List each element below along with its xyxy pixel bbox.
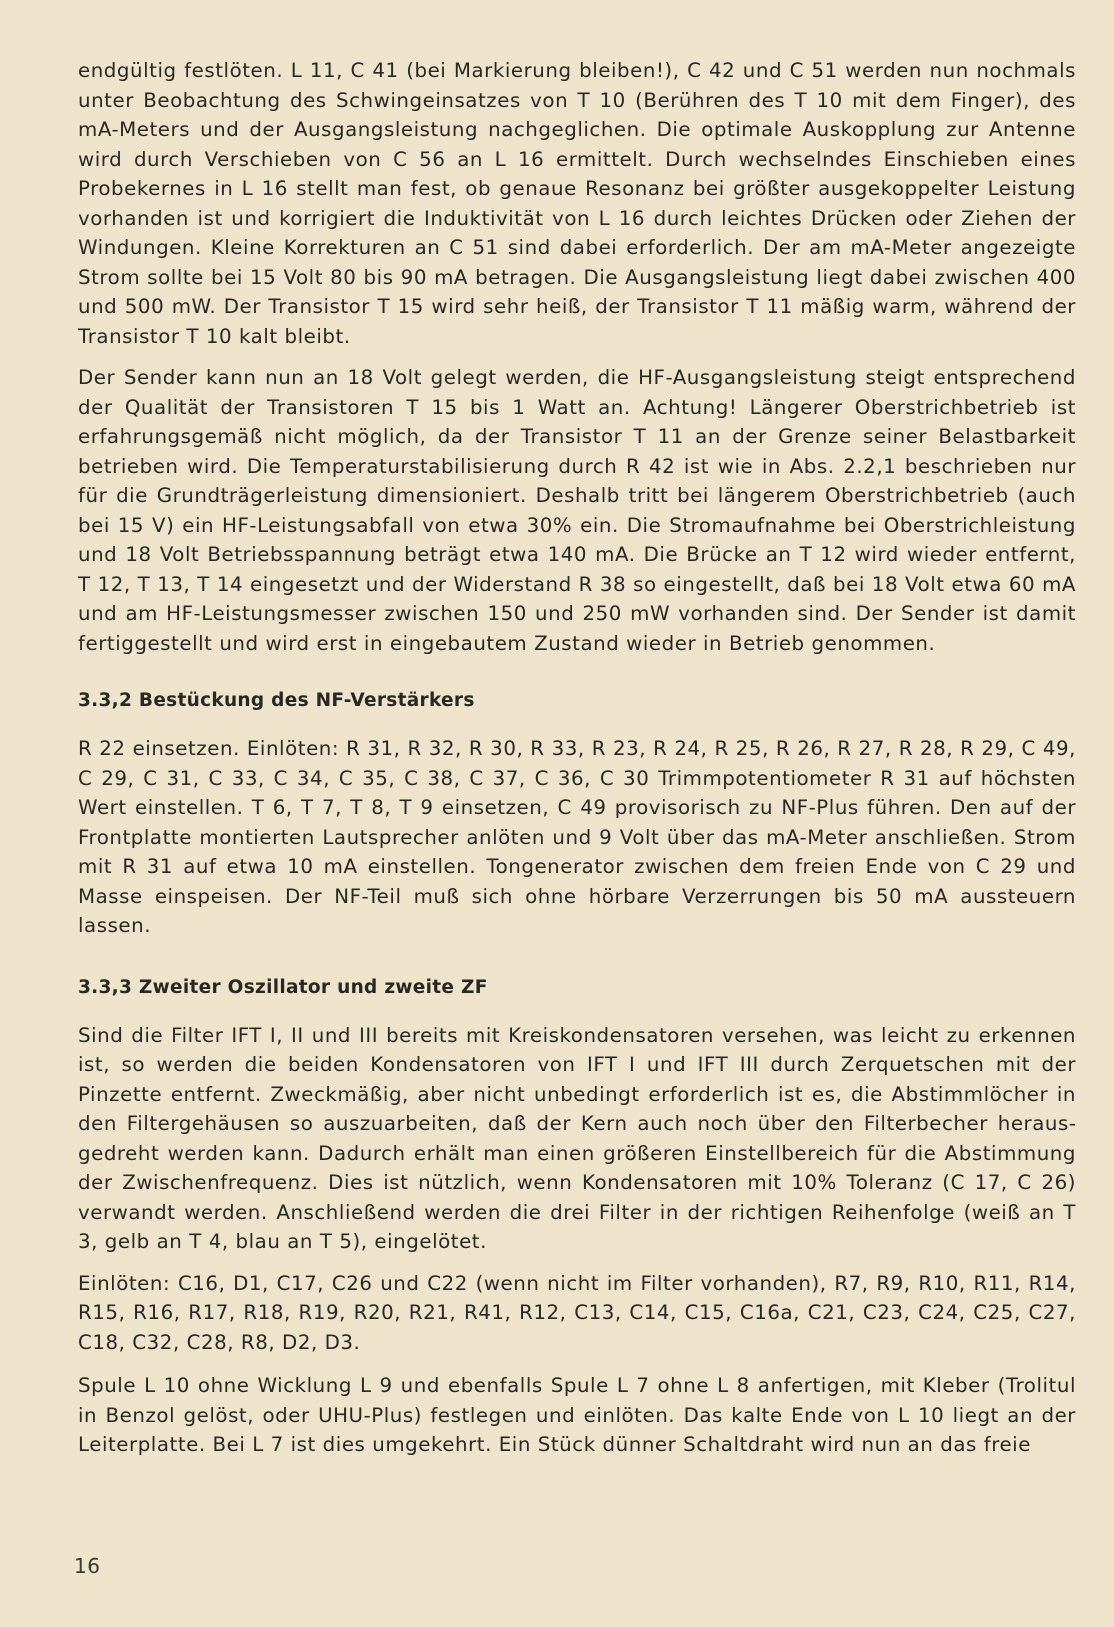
section-heading-3-3-2: 3.3,2 Bestückung des NF-Verstärkers [78,690,475,711]
paragraph-nf-amplifier: R 22 einsetzen. Einlöten: R 31, R 32, R 30, R 33, R 23, R 24, R 25, R 26, R 27, R 28, R 29, C 49, C 29, C 31, C 33, C 34, C 35, C 38, C 37, C 36, C 30 Trimmpotentiometer R 31 auf höchsten Wert einstellen. T 6, T 7, T 8, T 9 einsetzen, C 49 provisorisch zu NF-Plus führen. Den auf der Frontplatte montierten Lautsprecher anlöten und 9 Volt über das mA-Meter anschließen. Strom mit R 31 auf etwa 10 mA einstellen. Tongenerator zwischen dem freien Ende von C 29 und Masse einspeisen. Der NF-Teil muß sich ohne hörbare Verzerrungen bis 50 mA aussteuern lassen. [78,737,1076,937]
paragraph-solder-list: Einlöten: C16, D1, C17, C26 und C22 (wenn nicht im Filter vorhanden), R7, R9, R10, R11, R14, R15, R16, R17, R18, R19, R20, R21, R41, R12, C13, C14, C15, C16a, C21, C23, C24, C25, C27, C18, C32, C28, R8, D2, D3. [78,1271,1076,1354]
page-number: 16 [74,1554,101,1578]
paragraph-transmitter-18-volt: Der Sender kann nun an 18 Volt gelegt werden, die HF-Ausgangsleistung steigt entsprechend der Qualität der Transistoren T 15 bis 1 Watt an. Achtung! Längerer Oberstrichbetrieb ist erfahrungsgemäß nicht möglich, da der Transistor T 11 an der Grenze seiner Belastbarkeit betrieben wird. Die Temperaturstabilisierung durch R 42 ist wie in Abs. 2.2,1 beschrieben nur für die Grundträgerleistung dimensioniert. Deshalb tritt bei längerem Oberstrichbetrieb (auch bei 15 V) ein HF-Leistungsabfall von etwa 30% ein. Die Stromaufnahme bei Oberstrichleistung und 18 Volt Betriebsspannung beträgt etwa 140 mA. Die Brücke an T 12 wird wieder entfernt, T 12, T 13, T 14 eingesetzt und der Widerstand R 38 so eingestellt, daß bei 18 Volt etwa 60 mA und am HF-Leistungsmesser zwischen 150 und 250 mW vorhanden sind. Der Sender ist damit fertiggestellt und wird erst in eingebautem Zustand wieder in Betrieb genommen. [78,366,1076,655]
paragraph-transmitter-alignment: endgültig festlöten. L 11, C 41 (bei Markierung bleiben!), C 42 und C 51 werden nun nochmals unter Beobachtung des Schwingeinsatzes von T 10 (Berühren des T 10 mit dem Finger), des mA-Meters und der Ausgangsleistung nachgeglichen. Die optimale Auskopplung zur Antenne wird durch Verschieben von C 56 an L 16 ermittelt. Durch wechselndes Einschieben eines Probekernes in L 16 stellt man fest, ob genaue Resonanz bei größter ausgekoppelter Leistung vorhanden ist und korrigiert die Induktivität von L 16 durch leichtes Drücken oder Ziehen der Windungen. Kleine Korrekturen an C 51 sind dabei erforderlich. Der am mA-Meter angezeigte Strom sollte bei 15 Volt 80 bis 90 mA betragen. Die Ausgangsleistung liegt dabei zwischen 400 und 500 mW. Der Transistor T 15 wird sehr heiß, der Transistor T 11 mäßig warm, während der Transistor T 10 kalt bleibt. [78,59,1076,348]
section-heading-3-3-3: 3.3,3 Zweiter Oszillator und zweite ZF [78,976,488,998]
paragraph-coils: Spule L 10 ohne Wicklung L 9 und ebenfalls Spule L 7 ohne L 8 anfertigen, mit Kleber (Trolitul in Benzol gelöst, oder UHU-Plus) festlegen und einlöten. Das kalte Ende von L 10 liegt an der Leiterplatte. Bei L 7 ist dies umgekehrt. Ein Stück dünner Schaltdraht wird nun an das freie [78,1374,1076,1456]
page-body [78,56,1076,1460]
paragraph-filters: Sind die Filter IFT I, II und III bereits mit Kreiskondensatoren versehen, was leicht zu erkennen ist, so werden die beiden Kondensatoren von IFT I und IFT III durch Zerquetschen mit der Pinzette entfernt. Zweckmäßig, aber nicht unbedingt erforderlich ist es, die Abstimmlöcher in den Filtergehäusen so auszuarbeiten, daß der Kern auch noch über den Filterbecher herausgedreht werden kann. Dadurch erhält man einen größeren Einstellbereich für die Abstimmung der Zwischenfrequenz. Dies ist nützlich, wenn Kondensatoren mit 10% Toleranz (C 17, C 26) verwandt werden. Anschließend werden die drei Filter in der richtigen Reihenfolge (weiß an T 3, gelb an T 4, blau an T 5), eingelötet. [78,1023,1076,1253]
